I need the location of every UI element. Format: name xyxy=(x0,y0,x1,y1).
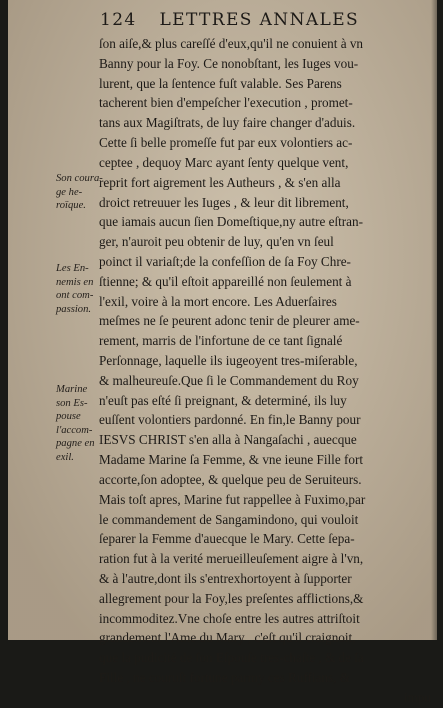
text-line: Perſonnage, laquelle ils iugeoyent tres-miſerable, xyxy=(99,353,358,368)
text-line: lurent, que la ſentence fuſt valable. Ses Parens xyxy=(99,75,342,91)
text-line: ſon aiſe,& plus careſſé d'eux,qu'il ne conuient à vn xyxy=(99,36,364,51)
text-line: tacherent bien d'empeſcher l'execution , promet- xyxy=(99,95,353,111)
margin-note-line: Marine xyxy=(56,384,88,395)
text-line: droict retreuuer les Iuges , & leur dit librement, xyxy=(99,194,349,210)
text-line: euſſent volontiers pardonné. En fin,le Banny pour xyxy=(99,412,361,428)
text-line: ration fut à la verité merueilleuſement aigre à l'vn, xyxy=(99,551,364,567)
margin-note-line: pagne en xyxy=(56,438,95,449)
text-line: ſeparer la Femme d'auecque le Mary. Cette ſepa- xyxy=(99,531,355,547)
text-line: allegrement pour la Foy,les preſentes afflictions,& xyxy=(99,590,364,606)
text-line: Banny pour la Foy. Ce nonobſtant, les Iuges vou- xyxy=(99,55,359,71)
text-line: grandement l'Ame du Mary , c'eſt qu'il craignoit, xyxy=(99,630,356,646)
margin-note-line: pouse xyxy=(56,411,81,422)
text-line: que la pudicité de ſon Eſpouſe tres-chaſte , & de ſa xyxy=(99,650,364,666)
text-line: reprit fort aigrement les Autheurs , & s'en alla xyxy=(99,174,341,190)
text-line: incommoditez.Vne choſe entre les autres attriſtoit xyxy=(99,610,360,626)
text-line: ceptee , dequoy Marc ayant ſenty quelque vent, xyxy=(99,154,349,170)
text-line: Mais toſt apres, Marine fut rappellee à Fuximo,par xyxy=(99,491,366,507)
margin-note-line: passion. xyxy=(56,303,92,315)
margin-note-1 xyxy=(56,172,103,213)
text-line: Fille , ne couruſt fortune parmy ces Ruffians, & xyxy=(99,670,350,685)
text-line: & malheureuſe.Que ſi le Commandement du Roy xyxy=(99,372,359,388)
text-line: que iamais aucun ſien Domeſtique,ny autre eſtran- xyxy=(99,214,364,230)
text-line: tans aux Magiſtrats, de luy faire changer d'aduis. xyxy=(99,115,356,131)
text-line: rement, marris de l'infortune de ce tant ſignalé xyxy=(99,333,343,349)
margin-note-line: Son coura- xyxy=(56,173,103,184)
text-line: l'exil, voire à la mort encore. Les Aduerſaires xyxy=(99,293,337,309)
text-line: impu xyxy=(403,689,431,705)
margin-note-line: nemis en xyxy=(56,276,94,288)
margin-note-3 xyxy=(56,383,95,464)
page-header xyxy=(100,10,359,30)
margin-note-line: ont com- xyxy=(56,290,94,301)
text-line: meſmes ne ſe peurent adonc tenir de pleurer ame- xyxy=(99,313,360,329)
text-line: le commandement de Sangamindono, qui vouloit xyxy=(99,511,359,527)
running-title: LETTRES ANNALES xyxy=(159,10,360,30)
margin-note-line: Les En- xyxy=(56,263,89,274)
page-number: 124 xyxy=(100,10,137,30)
text-line: Madame Marine ſa Femme, & vne ieune Fille fort xyxy=(99,452,364,468)
text-line: poinct il variaſt;de la confeſſion de ſa Foy Chre- xyxy=(99,253,351,269)
margin-note-line: exil. xyxy=(56,451,74,463)
margin-note-line: l'accom- xyxy=(56,424,93,436)
text-line: Cette ſi belle promeſſe fut par eux volontiers ac- xyxy=(99,135,353,151)
margin-note-line: son Es- xyxy=(56,397,88,409)
book-page xyxy=(8,0,437,705)
margin-note-line: ge he- xyxy=(56,186,83,198)
text-line: IESVS CHRIST s'en alla à Nangaſachi , auecque xyxy=(99,432,357,448)
text-line: ger, n'auroit peu obtenir de luy, qu'en vn ſeul xyxy=(99,234,334,250)
page-edge-shadow xyxy=(431,0,437,640)
text-line: ſtienne; & qu'il eſtoit appareillé non ſeulement à xyxy=(99,273,352,289)
text-line: accorte,ſon adoptee, & quelque peu de Seruiteurs. xyxy=(99,471,362,487)
margin-note-line: roïque. xyxy=(56,200,86,211)
text-line: n'euſt pas eſté ſi preignant, & determiné, ils luy xyxy=(99,392,347,408)
body-text xyxy=(99,34,431,708)
text-line: & à l'autre,dont ils s'entrexhortoyent à ſupporter xyxy=(99,570,352,586)
margin-note-2 xyxy=(56,262,93,316)
